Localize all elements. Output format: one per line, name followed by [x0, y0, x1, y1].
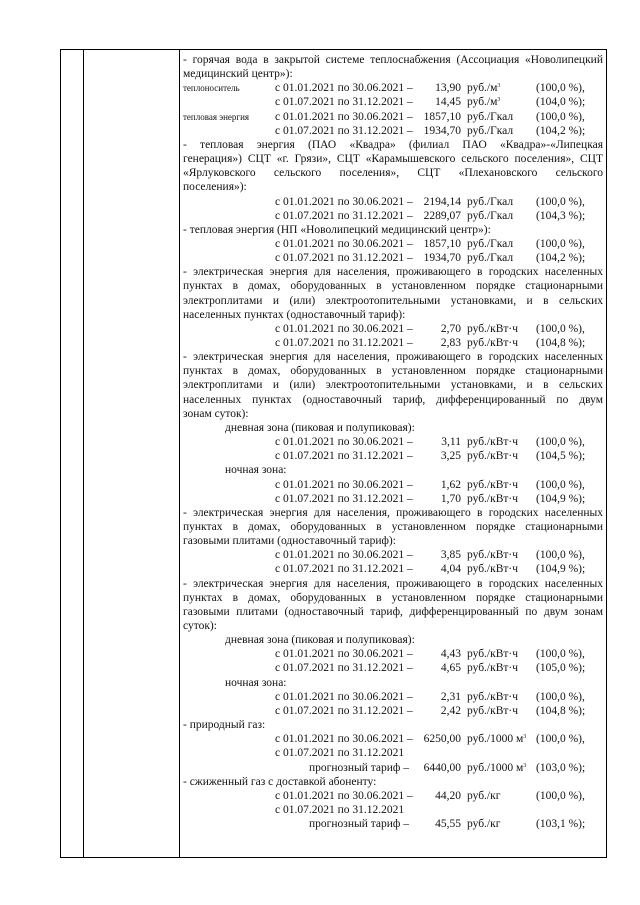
paragraph-line: «Ярлуковского сельского поселения», СЦТ «Плехановского сельского [183, 167, 603, 180]
tariff-row [183, 647, 603, 661]
tariff-value: 13,90 [435, 82, 461, 95]
tariff-value: 3,85 [440, 549, 461, 562]
tariff-row [183, 95, 603, 109]
tariff-period: с 01.01.2021 по 30.06.2021 – [275, 733, 413, 746]
tariff-value: 45,55 [435, 818, 461, 831]
tariff-period: с 01.07.2021 по 31.12.2021 [275, 747, 405, 760]
tariff-percent: (103,0 %); [536, 761, 586, 774]
tariff-row [183, 336, 603, 350]
tariff-unit: руб./кг [467, 818, 501, 831]
tariff-value: 44,20 [435, 789, 461, 802]
tariff-unit: руб./кВт·ч [467, 704, 519, 717]
tariff-row [183, 548, 603, 562]
tariff-unit: руб./кВт·ч [467, 478, 519, 491]
paragraph-line: зонам суток): [183, 407, 249, 420]
tariff-percent: (104,3 %); [536, 209, 586, 222]
tariff-percent: (100,0 %), [536, 436, 585, 449]
tariff-period: с 01.07.2021 по 31.12.2021 – [275, 563, 413, 576]
tariff-period: с 01.07.2021 по 31.12.2021 – [275, 252, 413, 265]
tariff-unit: руб./кВт·ч [467, 563, 519, 576]
tariff-unit: руб./кВт·ч [467, 662, 519, 675]
tariff-unit: руб./Гкал [467, 110, 514, 123]
paragraph-line: пунктах в домах, оборудованных в установленном порядке стационарными [183, 365, 603, 378]
tariff-period: с 01.01.2021 по 30.06.2021 – [275, 110, 413, 123]
tariff-period: с 01.07.2021 по 31.12.2021 [275, 803, 405, 816]
tariff-value: 2,42 [440, 704, 461, 717]
forecast-tariff-label: прогнозный тариф – [309, 818, 409, 831]
tariff-period: с 01.07.2021 по 31.12.2021 – [275, 209, 413, 222]
tariff-unit: руб./кВт·ч [467, 690, 519, 703]
paragraph-line: газовыми плитами (одноставочный тариф, дифференцированный по двум зонам [183, 605, 603, 618]
paragraph-line: - тепловая энергия (ПАО «Квадра» (филиал ПАО «Квадра»-«Липецкая [183, 138, 603, 151]
tariff-period: с 01.01.2021 по 30.06.2021 – [275, 478, 413, 491]
tariff-value: 1857,10 [423, 237, 461, 250]
tariff-value: 6250,00 [423, 733, 461, 746]
paragraph-line: поселения»): [183, 181, 247, 194]
paragraph-line: - сжиженный газ с доставкой абоненту: [183, 775, 377, 788]
tariff-category-label: теплоноситель [183, 83, 240, 94]
tariff-unit: руб./Гкал [467, 124, 514, 137]
tariff-percent: (100,0 %), [536, 733, 585, 746]
tariff-row [183, 789, 603, 803]
tariff-row [183, 81, 603, 95]
zone-heading [183, 421, 603, 435]
paragraph-line: - тепловая энергия (НП «Новолипецкий медицинский центр»): [183, 223, 491, 236]
tariff-row [183, 704, 603, 718]
tariff-percent: (100,0 %), [536, 648, 585, 661]
paragraph-line: пунктах в домах, оборудованных в установленном порядке стационарными [183, 280, 603, 293]
tariff-row [183, 322, 603, 336]
tariff-unit: руб./Гкал [467, 237, 514, 250]
tariff-value: 4,65 [440, 662, 461, 675]
tariff-value: 2,31 [440, 690, 461, 703]
tariff-percent: (100,0 %), [536, 322, 585, 335]
tariff-percent: (100,0 %), [536, 789, 585, 802]
tariff-period: с 01.07.2021 по 31.12.2021 – [275, 492, 413, 505]
tariff-percent: (100,0 %), [536, 549, 585, 562]
tariff-row [183, 732, 603, 746]
tariff-percent: (103,1 %); [536, 818, 586, 831]
paragraph-line: населенных пунктах (одноставочный тариф, дифференцированный по двум [183, 393, 603, 406]
tariff-value: 1,62 [440, 478, 461, 491]
tariff-row [183, 817, 603, 831]
zone-label: ночная зона: [225, 464, 287, 477]
tariff-percent: (104,9 %); [536, 492, 586, 505]
tariff-period: с 01.07.2021 по 31.12.2021 – [275, 96, 413, 109]
unit-superscript: 3 [497, 97, 501, 104]
table-column-divider [179, 50, 180, 857]
paragraph-line: пунктах в домах, оборудованных в установленном порядке стационарными [183, 591, 603, 604]
paragraph-line: суток): [183, 620, 217, 632]
tariff-row [183, 237, 603, 251]
tariff-unit: $руб./м^3$ [467, 96, 501, 109]
paragraph-line: газовыми плитами (одноставочный тариф): [183, 535, 396, 548]
paragraph-line: - электрическая энергия для населения, проживающего в городских населенных [183, 351, 603, 364]
tariff-unit: руб./кВт·ч [467, 648, 519, 661]
tariff-row [183, 110, 603, 124]
zone-label: ночная зона: [225, 676, 287, 689]
tariff-unit: руб./кВт·ч [467, 322, 519, 335]
tariff-row [183, 492, 603, 506]
tariff-period: с 01.01.2021 по 30.06.2021 – [275, 82, 413, 95]
tariff-unit: руб./1000 $м^3$ [467, 733, 527, 746]
tariff-period: с 01.01.2021 по 30.06.2021 – [275, 195, 413, 208]
tariff-unit: руб./кВт·ч [467, 450, 519, 463]
tariff-percent: (105,0 %); [536, 662, 586, 675]
tariff-percent: (100,0 %), [536, 237, 585, 250]
tariff-unit: руб./кВт·ч [467, 337, 519, 349]
tariff-percent: (100,0 %), [536, 690, 585, 703]
tariff-period: с 01.01.2021 по 30.06.2021 – [275, 237, 413, 250]
tariff-unit: руб./кВт·ч [467, 436, 519, 449]
tariff-value: 1857,10 [423, 110, 461, 123]
tariff-unit: руб./Гкал [467, 209, 514, 222]
unit-superscript: 3 [497, 83, 501, 90]
tariff-percent: (104,5 %); [536, 450, 586, 463]
tariff-period: с 01.01.2021 по 30.06.2021 – [275, 436, 413, 449]
paragraph-line: - электрическая энергия для населения, проживающего в городских населенных [183, 266, 603, 279]
tariff-value: 1,70 [440, 492, 461, 505]
zone-heading [183, 463, 603, 477]
paragraph-line: пунктах в домах, оборудованных в установленном порядке стационарными [183, 520, 603, 533]
tariff-percent: (100,0 %), [536, 82, 585, 95]
tariff-period: с 01.01.2021 по 30.06.2021 – [275, 549, 413, 562]
tariff-percent: (100,0 %), [536, 110, 585, 123]
paragraph-line: - электрическая энергия для населения, проживающего в городских населенных [183, 577, 603, 590]
tariff-period: с 01.07.2021 по 31.12.2021 – [275, 337, 413, 349]
tariff-percent: (100,0 %), [536, 195, 585, 208]
tariff-row [183, 562, 603, 576]
tariff-unit: $руб./м^3$ [467, 82, 501, 95]
paragraph-line: медицинский центр»): [183, 68, 293, 81]
tariff-percent: (104,8 %); [536, 704, 586, 717]
tariff-period: с 01.01.2021 по 30.06.2021 – [275, 789, 413, 802]
unit-superscript: 3 [523, 734, 527, 741]
zone-label: дневная зона (пиковая и полупиковая): [225, 634, 415, 647]
paragraph-line: населенных пунктах (одноставочный тариф): [183, 308, 406, 321]
paragraph-line: генерация») СЦТ «г. Грязи», СЦТ «Карамышевского сельского поселения», СЦТ [183, 153, 603, 166]
tariff-percent: (104,0 %); [536, 96, 586, 109]
tariff-percent: (104,9 %); [536, 563, 586, 576]
tariff-row [183, 251, 603, 265]
tariff-percent: (104,8 %); [536, 337, 586, 349]
tariff-period: с 01.07.2021 по 31.12.2021 – [275, 662, 413, 675]
tariff-value: 2289,07 [423, 209, 461, 222]
tariff-value: 4,43 [440, 648, 461, 661]
tariff-row [183, 478, 603, 492]
tariff-row [183, 803, 603, 817]
tariff-row [183, 195, 603, 209]
tariff-row [183, 209, 603, 223]
tariff-row [183, 661, 603, 675]
zone-heading [183, 633, 603, 647]
tariff-percent: (100,0 %), [536, 478, 585, 491]
tariff-unit: руб./1000 $м^3$ [467, 761, 527, 774]
tariff-unit: руб./Гкал [467, 252, 514, 265]
tariff-value: 1934,70 [423, 124, 461, 137]
table-column-divider [83, 50, 84, 857]
tariff-period: с 01.07.2021 по 31.12.2021 – [275, 450, 413, 463]
paragraph-line: - электрическая энергия для населения, проживающего в городских населенных [183, 506, 603, 519]
tariff-period: с 01.07.2021 по 31.12.2021 – [275, 124, 413, 137]
tariff-row [183, 435, 603, 449]
tariff-value: 14,45 [435, 96, 461, 109]
tariff-unit: руб./кВт·ч [467, 492, 519, 505]
tariff-value: 1934,70 [423, 252, 461, 265]
tariff-row [183, 761, 603, 775]
paragraph-line: электроплитами и (или) электроотопительными установками, и в сельских [183, 379, 603, 392]
tariff-value: 3,25 [440, 450, 461, 463]
tariff-value: 4,04 [440, 563, 461, 576]
tariff-value: 6440,00 [423, 761, 461, 774]
tariff-percent: (104,2 %); [536, 252, 586, 265]
tariff-row [183, 449, 603, 463]
tariff-category-label: тепловая энергия [183, 111, 250, 122]
unit-superscript: 3 [523, 762, 527, 769]
paragraph-line: - природный газ: [183, 719, 266, 732]
tariff-row [183, 690, 603, 704]
paragraph-line: электроплитами и (или) электроотопительными установками, и в сельских [183, 294, 603, 307]
forecast-tariff-label: прогнозный тариф – [309, 761, 409, 774]
paragraph-line: - горячая вода в закрытой системе теплоснабжения (Ассоциация «Новолипецкий [183, 54, 603, 66]
tariff-unit: руб./Гкал [467, 195, 514, 208]
tariff-row [183, 746, 603, 760]
tariff-percent: (104,2 %); [536, 124, 586, 137]
tariff-unit: руб./кг [467, 789, 501, 802]
tariff-period: с 01.01.2021 по 30.06.2021 – [275, 322, 413, 335]
tariff-value: 2,83 [440, 337, 461, 349]
tariff-value: 2,70 [440, 322, 461, 335]
tariff-period: с 01.01.2021 по 30.06.2021 – [275, 690, 413, 703]
tariff-unit: руб./кВт·ч [467, 549, 519, 562]
zone-label: дневная зона (пиковая и полупиковая): [225, 421, 415, 434]
tariff-value: 2194,14 [423, 195, 461, 208]
tariff-period: с 01.01.2021 по 30.06.2021 – [275, 648, 413, 661]
tariff-period: с 01.07.2021 по 31.12.2021 – [275, 704, 413, 717]
tariff-row [183, 124, 603, 138]
zone-heading [183, 676, 603, 690]
tariff-value: 3,11 [441, 436, 461, 449]
